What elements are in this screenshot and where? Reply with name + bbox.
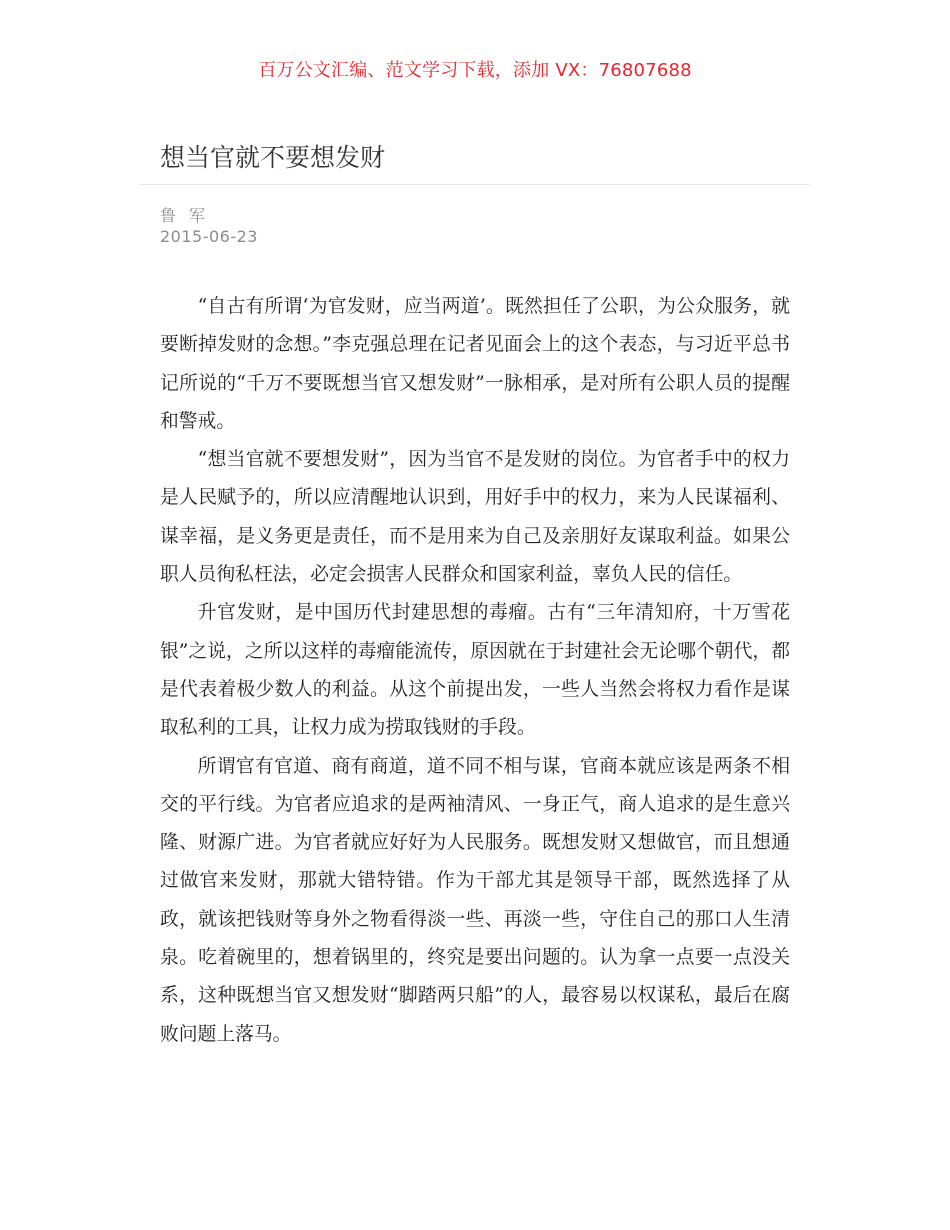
article-body [160, 288, 790, 1054]
article-paragraph: “自古有所谓‘为官发财，应当两道’。既然担任了公职，为公众服务，就要断掉发财的念想。”李克强总理在记者见面会上的这个表态，与习近平总书记所说的“千万不要既想当官又想发财”一脉相承，是对所有公职人员的提醒和警戒。 [160, 296, 790, 432]
title-divider [140, 184, 810, 185]
article-title: 想当官就不要想发财 [160, 143, 386, 172]
promo-banner: 百万公文汇编、范文学习下载，添加 VX：76807688 [258, 60, 692, 81]
article-date: 2015-06-23 [160, 227, 258, 246]
article-author: 鲁 军 [160, 206, 210, 225]
article-paragraph: 所谓官有官道、商有商道，道不同不相与谋，官商本就应该是两条不相交的平行线。为官者应追求的是两袖清风、一身正气，商人追求的是生意兴隆、财源广进。为官者就应好好为人民服务。既想发财又想做官，而且想通过做官来发财，那就大错特错。作为干部尤其是领导干部，既然选择了从政，就该把钱财等身外之物看得淡一些、再淡一些，守住自己的那口人生清泉。吃着碗里的，想着锅里的，终究是要出问题的。认为拿一点要一点没关系，这种既想当官又想发财“脚踏两只船”的人，最容易以权谋私，最后在腐败问题上落马。 [160, 755, 790, 1045]
article-paragraph: “想当官就不要想发财”，因为当官不是发财的岗位。为官者手中的权力是人民赋予的，所以应清醒地认识到，用好手中的权力，来为人民谋福利、谋幸福，是义务更是责任，而不是用来为自己及亲朋好友谋取利益。如果公职人员徇私枉法，必定会损害人民群众和国家利益，辜负人民的信任。 [160, 449, 790, 586]
article-paragraph: 升官发财，是中国历代封建思想的毒瘤。古有“三年清知府，十万雪花银”之说，之所以这样的毒瘤能流传，原因就在于封建社会无论哪个朝代，都是代表着极少数人的利益。从这个前提出发，一些人当然会将权力看作是谋取私利的工具，让权力成为捞取钱财的手段。 [160, 602, 790, 739]
